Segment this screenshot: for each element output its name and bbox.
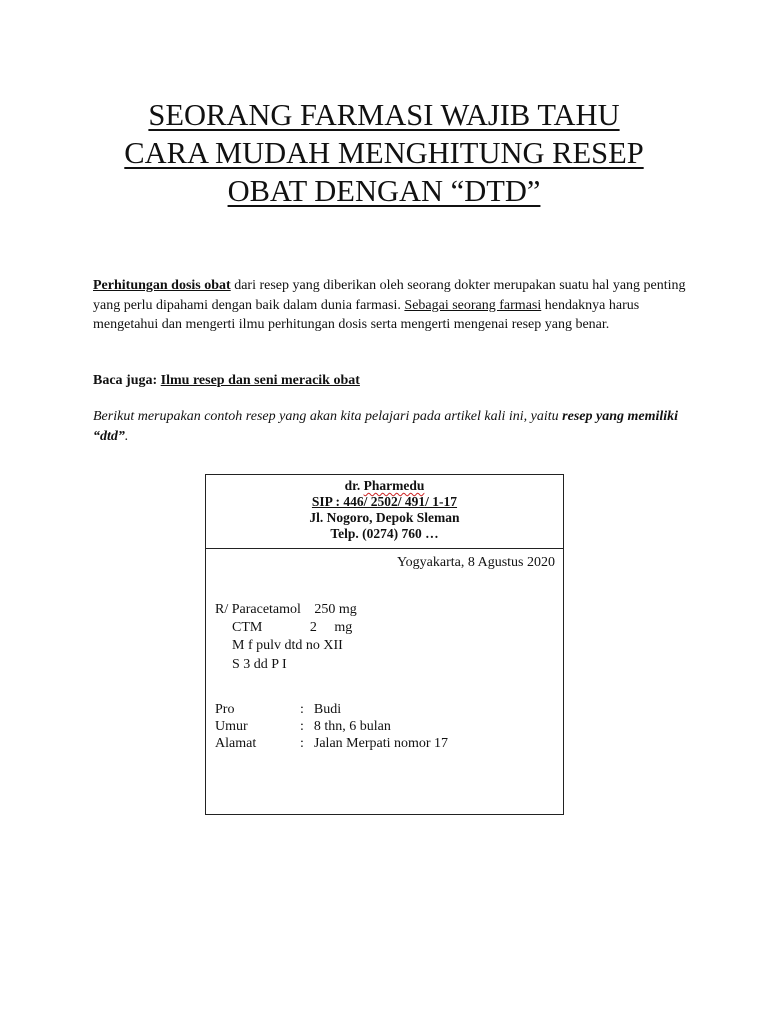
perhitungan-dosis-link[interactable]: Perhitungan dosis obat bbox=[93, 278, 231, 293]
ctm-dose: 2 mg bbox=[309, 620, 353, 635]
rx-line-ctm bbox=[232, 619, 352, 637]
prescription-header bbox=[206, 477, 563, 541]
rx-line-paracetamol bbox=[215, 601, 357, 619]
sebagai-seorang-farmasi-link[interactable]: Sebagai seorang farmasi bbox=[404, 297, 542, 313]
rx-drug: R/ Paracetamol bbox=[215, 602, 301, 617]
prescription-date: Yogyakarta, 8 Agustus 2020 bbox=[396, 555, 555, 570]
ctm-label: CTM bbox=[232, 620, 263, 635]
title-line-3: OBAT DENGAN “DTD” bbox=[227, 174, 541, 208]
patient-row-alamat bbox=[215, 735, 448, 753]
intro-paragraph bbox=[93, 276, 693, 335]
patient-label: Alamat bbox=[215, 736, 257, 751]
example-text: Berikut merupakan contoh resep yang akan kita pelajari pada artikel kali ini, yaitu bbox=[93, 409, 563, 424]
rx-line-sig: S 3 dd P I bbox=[232, 657, 287, 672]
page-title bbox=[80, 96, 688, 210]
patient-value: Jalan Merpati nomor 17 bbox=[313, 736, 449, 751]
patient-label: Umur bbox=[215, 719, 248, 734]
patient-value: Budi bbox=[313, 702, 342, 717]
prescription-card bbox=[205, 474, 564, 815]
sip-text: SIP : 446/ 2502/ 491/ 1-17 bbox=[311, 494, 458, 509]
doctor-name: dr. Pharmedu bbox=[344, 478, 425, 493]
title-line-2: CARA MUDAH MENGHITUNG RESEP bbox=[124, 136, 644, 170]
rx-drug-dose: 250 mg bbox=[314, 602, 357, 617]
intro-text-1: dari resep yang diberikan oleh seorang dokter merupakan suatu hal yang penting yang perlu dipahami dengan baik dalam dunia farmasi. bbox=[93, 278, 686, 313]
title-line-1: SEORANG FARMASI WAJIB TAHU bbox=[148, 98, 620, 132]
doctor-phone: Telp. (0274) 760 … bbox=[330, 526, 439, 541]
ilmu-resep-link[interactable]: Ilmu resep dan seni meracik obat bbox=[160, 373, 360, 388]
patient-row-umur bbox=[215, 718, 391, 736]
patient-sep: : bbox=[300, 719, 304, 734]
patient-label: Pro bbox=[215, 702, 235, 717]
intro-text-2: hendaknya harus mengetahui dan mengerti ilmu perhitungan dosis serta mengerti mengenai resep yang benar. bbox=[93, 297, 640, 332]
baca-juga-label: Baca juga: bbox=[93, 373, 161, 388]
example-paragraph bbox=[93, 407, 693, 446]
rx-line-mf: M f pulv dtd no XII bbox=[232, 638, 343, 653]
patient-sep: : bbox=[300, 702, 304, 717]
patient-value: 8 thn, 6 bulan bbox=[313, 719, 391, 734]
patient-sep: : bbox=[300, 736, 304, 751]
doctor-address: Jl. Nogoro, Depok Sleman bbox=[309, 510, 460, 525]
patient-row-pro bbox=[215, 701, 341, 719]
example-bold: resep yang memiliki “dtd” bbox=[93, 409, 679, 444]
header-divider bbox=[206, 548, 563, 549]
baca-juga-paragraph bbox=[93, 371, 693, 391]
doctor-sip bbox=[206, 494, 563, 509]
example-end: . bbox=[124, 428, 129, 444]
doctor-name-text: Pharmedu bbox=[363, 478, 425, 493]
